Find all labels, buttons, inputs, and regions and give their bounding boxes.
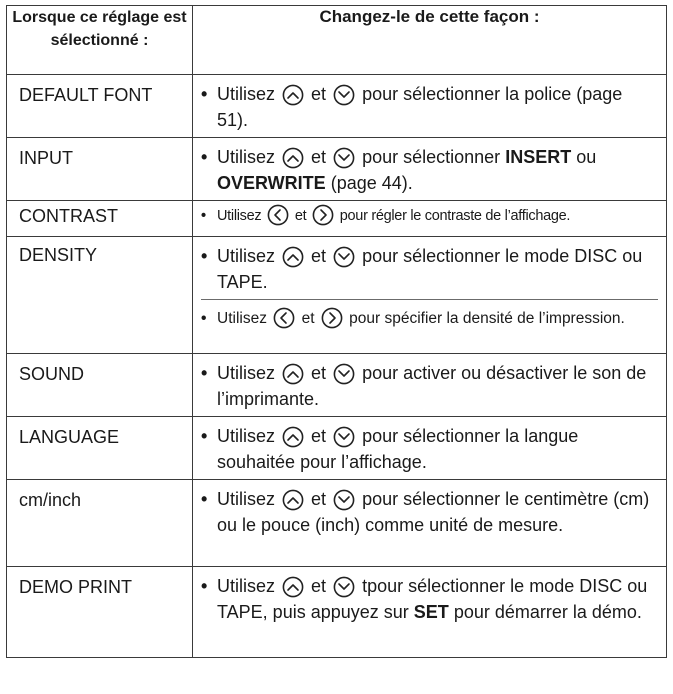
table-row [7, 480, 667, 567]
instruction: • Utilisez et pour spécifier la densité de l’impression. [201, 306, 658, 332]
setting-name: INPUT [7, 138, 193, 201]
divider [201, 299, 658, 300]
instruction: • Utilisez et pour sélectionner le centimètre (cm) ou le pouce (inch) comme unité de mesure. [201, 489, 650, 535]
chevron-down-circle-icon [333, 246, 355, 268]
table-row [7, 354, 667, 417]
chevron-up-circle-icon [282, 147, 304, 169]
chevron-left-circle-icon [267, 204, 289, 226]
table-row [7, 138, 667, 201]
header-action: Changez-le de cette façon : [193, 6, 667, 75]
header-row [7, 6, 667, 75]
chevron-down-circle-icon [333, 147, 355, 169]
chevron-down-circle-icon [333, 576, 355, 598]
instruction: • Utilisez et pour sélectionner le mode DISC ou TAPE. [201, 246, 643, 292]
setting-name: DEFAULT FONT [7, 75, 193, 138]
chevron-down-circle-icon [333, 489, 355, 511]
setting-name: CONTRAST [7, 201, 193, 237]
setting-name: cm/inch [7, 480, 193, 567]
table-row [7, 567, 667, 658]
instruction: • Utilisez et pour sélectionner la langue souhaitée pour l’affichage. [201, 426, 579, 472]
chevron-up-circle-icon [282, 489, 304, 511]
setting-name: DENSITY [7, 237, 193, 354]
setting-name: SOUND [7, 354, 193, 417]
setting-name: LANGUAGE [7, 417, 193, 480]
instruction: • Utilisez et pour régler le contraste de l’affichage. [201, 203, 658, 229]
settings-table [6, 5, 667, 658]
chevron-left-circle-icon [273, 307, 295, 329]
chevron-down-circle-icon [333, 84, 355, 106]
chevron-right-circle-icon [312, 204, 334, 226]
chevron-up-circle-icon [282, 246, 304, 268]
chevron-up-circle-icon [282, 576, 304, 598]
instruction: • Utilisez et pour sélectionner INSERT ou OVERWRITE (page 44). [201, 147, 597, 193]
chevron-down-circle-icon [333, 426, 355, 448]
chevron-right-circle-icon [321, 307, 343, 329]
instruction: • Utilisez et pour activer ou désactiver le son de l’imprimante. [201, 363, 647, 409]
table-row [7, 417, 667, 480]
chevron-up-circle-icon [282, 363, 304, 385]
instruction: • Utilisez et pour sélectionner la police (page 51). [201, 84, 623, 130]
instruction: • Utilisez et tpour sélectionner le mode DISC ou TAPE, puis appuyez sur SET pour démarrer la démo. [201, 576, 648, 622]
setting-name: DEMO PRINT [7, 567, 193, 658]
chevron-up-circle-icon [282, 426, 304, 448]
table-row [7, 237, 667, 354]
table-row [7, 75, 667, 138]
chevron-up-circle-icon [282, 84, 304, 106]
table-row [7, 201, 667, 237]
chevron-down-circle-icon [333, 363, 355, 385]
header-setting: Lorsque ce réglage est sélectionné : [7, 6, 193, 75]
